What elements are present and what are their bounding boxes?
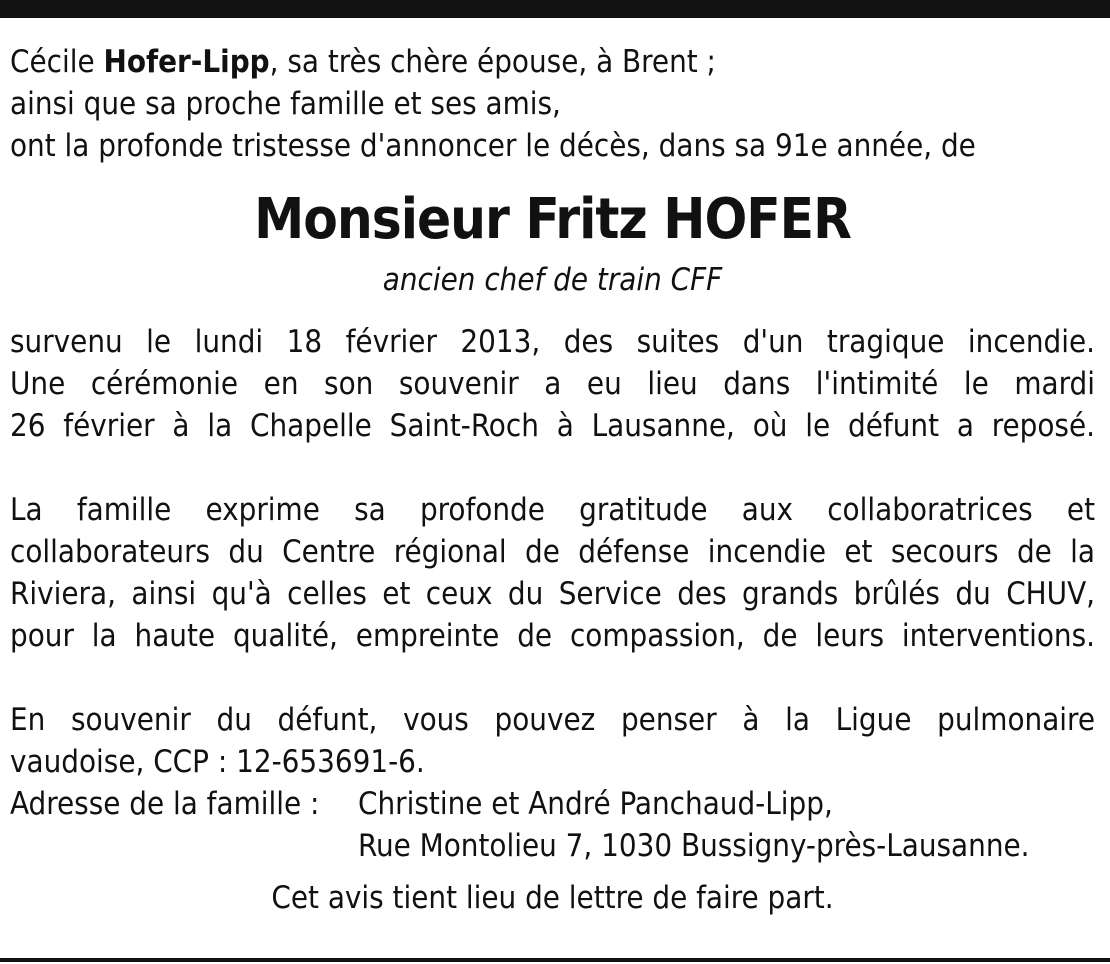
details-line-2: Une cérémonie en son souvenir a eu lieu dans l'intimité le mardi <box>10 366 1095 402</box>
details-line-3: 26 février à la Chapelle Saint-Roch à Lausanne, où le défunt a reposé. <box>10 408 1095 444</box>
gratitude-line-1: La famille exprime sa profonde gratitude aux collaboratrices et <box>10 492 1095 528</box>
details-line-1: survenu le lundi 18 février 2013, des suites d'un tragique incendie. <box>10 324 1095 360</box>
address-label: Adresse de la famille : <box>10 786 320 822</box>
obituary-notice <box>10 41 1095 919</box>
top-rule <box>0 0 1110 18</box>
gratitude-line-4: pour la haute qualité, empreinte de compassion, de leurs interventions. <box>10 618 1095 654</box>
intro-suffix: , sa très chère épouse, à Brent ; <box>269 44 716 80</box>
intro-prefix: Cécile <box>10 44 104 80</box>
intro-line-3: ont la profonde tristesse d'annoncer le décès, dans sa 91e année, de <box>10 128 976 164</box>
donation-line-1: En souvenir du défunt, vous pouvez penser à la Ligue pulmonaire <box>10 702 1095 738</box>
closing-note: Cet avis tient lieu de lettre de faire part. <box>271 880 834 916</box>
paragraph-spacer <box>10 657 1095 699</box>
intro-line-2: ainsi que sa proche famille et ses amis, <box>10 86 561 122</box>
deceased-name: Monsieur Fritz HOFER <box>254 187 851 252</box>
donation-line-2: vaudoise, CCP : 12-653691-6. <box>10 744 425 780</box>
intro-line-1 <box>10 41 1095 83</box>
spouse-name: Hofer-Lipp <box>103 44 270 80</box>
gratitude-line-3: Riviera, ainsi qu'à celles et ceux du Service des grands brûlés du CHUV, <box>10 576 1095 612</box>
family-address <box>10 783 1095 825</box>
paragraph-spacer <box>10 447 1095 489</box>
deceased-role: ancien chef de train CFF <box>382 262 723 298</box>
gratitude-line-2: collaborateurs du Centre régional de défense incendie et secours de la <box>10 534 1095 570</box>
bottom-rule <box>0 958 1110 962</box>
address-line-2: Rue Montolieu 7, 1030 Bussigny-près-Lausanne. <box>358 828 1030 864</box>
address-line-1: Christine et André Panchaud-Lipp, <box>358 786 833 822</box>
